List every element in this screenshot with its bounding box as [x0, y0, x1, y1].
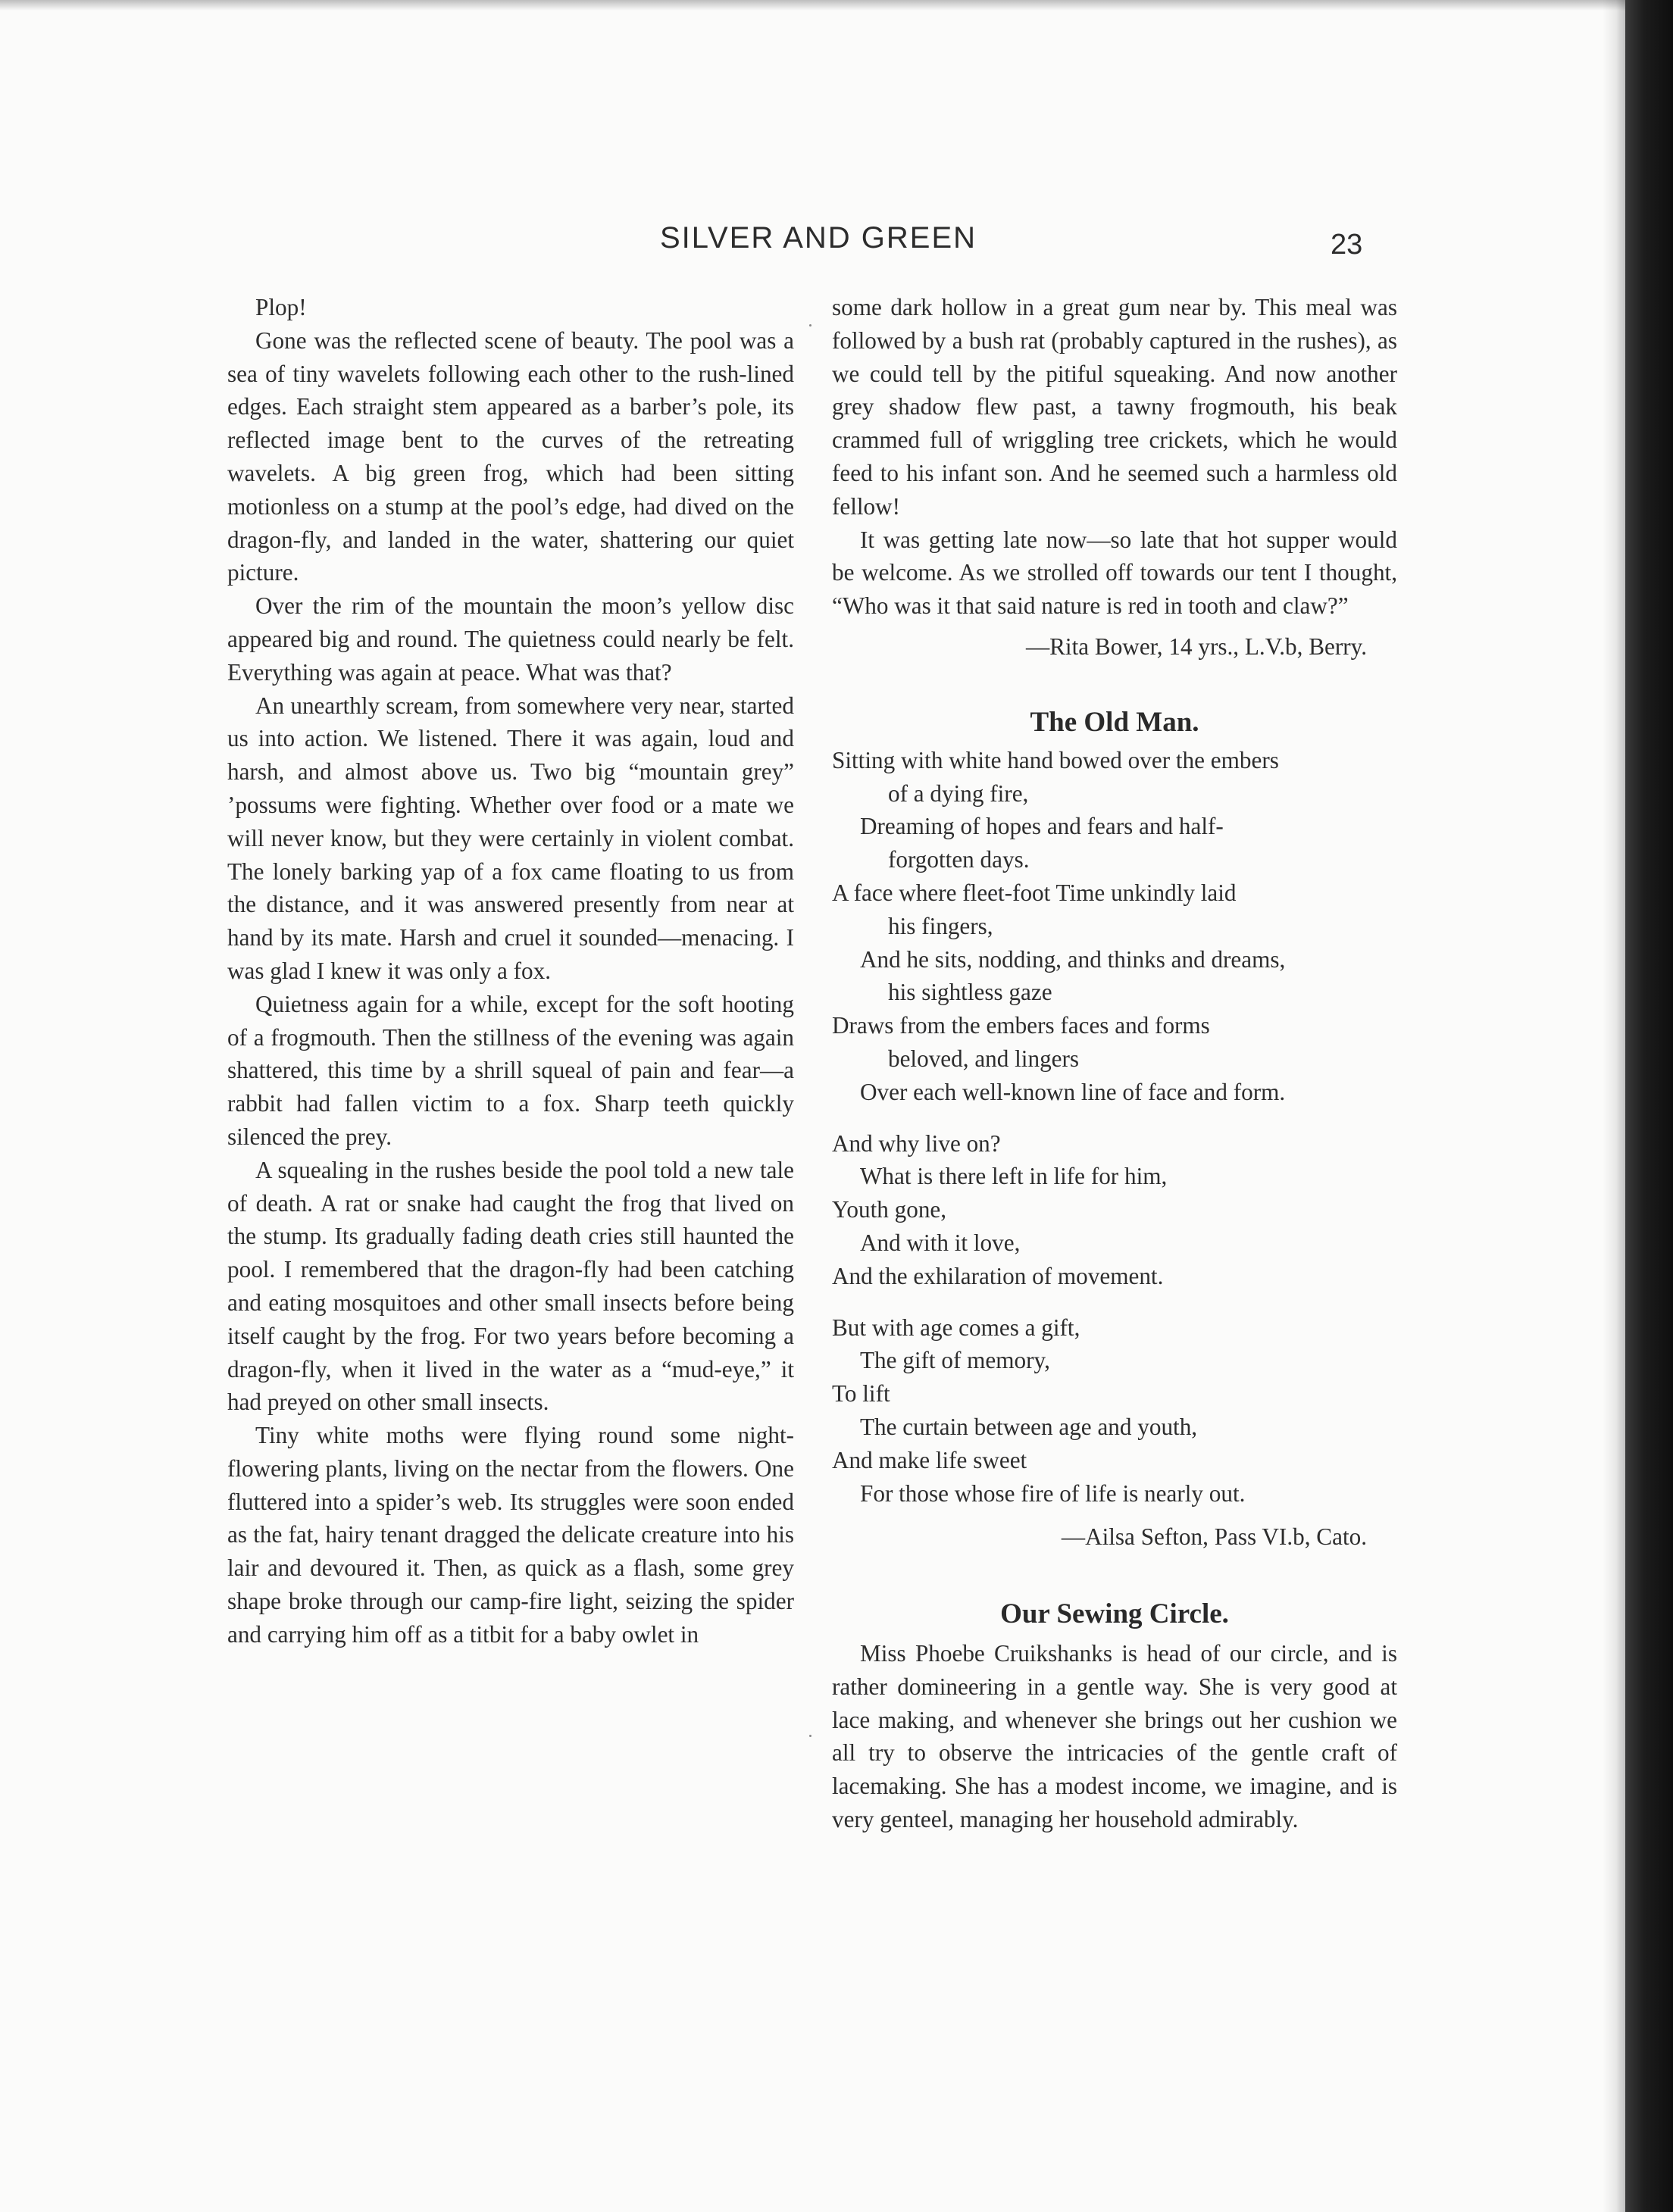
story-paragraph: Tiny white moths were flying round some night-flowering plants, living on the nectar from the flowers. One fluttered into a spider’s web. Its struggles were soon ended as the fat, hairy tenant dragged the delicate creature into his lair and devoured it. Then, as quick as a flash, some grey shape broke through our camp-fire light, seizing the spider and carrying him off as a titbit for a baby owlet in: [227, 1422, 794, 1648]
poem-line: of a dying fire,: [888, 780, 1029, 807]
poem-line: Sitting with white hand bowed over the embers: [832, 746, 1279, 773]
poem-line: And with it love,: [860, 1229, 1021, 1256]
poem-line: Draws from the embers faces and forms: [832, 1012, 1210, 1039]
scan-speck: [809, 324, 811, 326]
poem-line: Over each well-known line of face and form.: [860, 1078, 1286, 1105]
binding-shadow: [1603, 0, 1625, 2212]
right-column: [832, 291, 1397, 1836]
story-paragraph: Over the rim of the mountain the moon’s yellow disc appeared big and round. The quietness could nearly be felt. Everything was again at peace. What was that?: [227, 592, 794, 686]
left-column: [227, 291, 794, 1651]
poem-stanza-1: [832, 744, 1397, 1109]
poem-signature: —Ailsa Sefton, Pass VI.b, Cato.: [1061, 1523, 1367, 1551]
story-paragraph: It was getting late now—so late that hot supper would be welcome. As we strolled off towards our tent I thought, “Who was it that said nature is red in tooth and claw?”: [832, 526, 1397, 620]
poem-line: A face where fleet-foot Time unkindly laid: [832, 879, 1237, 906]
story-paragraph: Quietness again for a while, except for the soft hooting of a frogmouth. Then the stillness of the evening was again shattered, this time by a shrill squeal of pain and fear—a rabbit had fallen victim to a fox. Sharp teeth quickly silenced the prey.: [227, 990, 794, 1150]
running-title: SILVER AND GREEN: [659, 221, 977, 255]
poem-line: What is there left in life for him,: [860, 1163, 1168, 1190]
poem-line: his sightless gaze: [888, 979, 1052, 1006]
stanza-gap: [832, 1293, 1397, 1311]
poem-title: The Old Man.: [1030, 706, 1199, 738]
poem-stanza-2: [832, 1127, 1397, 1293]
sewing-title: Our Sewing Circle.: [1000, 1598, 1229, 1630]
page-number: 23: [1331, 229, 1363, 261]
poem-line: And why live on?: [832, 1129, 1001, 1157]
book-binding: [1625, 0, 1673, 2212]
poem-line: The curtain between age and youth,: [860, 1413, 1198, 1440]
poem-line: beloved, and lingers: [888, 1045, 1080, 1072]
story-paragraph: Plop!: [255, 294, 307, 320]
stanza-gap: [832, 1109, 1397, 1127]
poem-line: his fingers,: [888, 912, 993, 939]
story-signature: —Rita Bower, 14 yrs., L.V.b, Berry.: [1025, 633, 1367, 660]
poem-line: Youth gone,: [832, 1196, 947, 1223]
scan-speck: [809, 1735, 811, 1737]
story-paragraph: A squealing in the rushes beside the pool told a new tale of death. A rat or snake had caught the frog that lived on the stump. Its gradually fading death cries still haunted the pool. I remembered that the dragon-fly had been catching and eating mosquitoes and other small insects before being itself caught by the frog. For two years before becoming a dragon-fly, when it lived in the water as a “mud-eye,” it had preyed on other small insects.: [227, 1156, 794, 1416]
poem-line: And make life sweet: [832, 1446, 1027, 1473]
poem-line: Dreaming of hopes and fears and half-: [860, 813, 1224, 840]
story-paragraph: some dark hollow in a great gum near by. This meal was followed by a bush rat (probably captured in the rushes), as we could tell by the pitiful squeaking. And now another grey shadow flew past, a tawny frogmouth, his beak crammed full of wriggling tree crickets, which he would feed to his infant son. And he seemed such a harmless old fellow!: [832, 294, 1397, 520]
sewing-paragraph: Miss Phoebe Cruikshanks is head of our circle, and is rather domineering in a gentle way. She is very good at lace making, and whenever she brings out her cushion we all try to observe the intricacies of the gentle craft of lacemaking. She has a modest income, we imagine, and is very genteel, managing her household admirably.: [832, 1640, 1397, 1833]
poem-line: And he sits, nodding, and thinks and dreams,: [860, 945, 1286, 973]
poem-stanza-3: [832, 1311, 1397, 1511]
poem-line: And the exhilaration of movement.: [832, 1262, 1164, 1289]
poem-line: To lift: [832, 1380, 890, 1407]
poem-line: For those whose fire of life is nearly out.: [860, 1479, 1246, 1507]
story-paragraph: Gone was the reflected scene of beauty. The pool was a sea of tiny wavelets following each other to the rush-lined edges. Each straight stem appeared as a barber’s pole, its reflected image bent to the curves of the retreating wavelets. A big green frog, which had been sitting motionless on a stump at the pool’s edge, had dived on the dragon-fly, and landed in the water, shattering our quiet picture.: [227, 326, 794, 586]
story-paragraph: An unearthly scream, from somewhere very near, started us into action. We listened. There it was again, loud and harsh, and almost above us. Two big “mountain grey” ’possums were fighting. Whether over food or a mate we will never know, but they were certainly in violent combat. The lonely barking yap of a fox came floating to us from the distance, and it was answered presently from near at hand by its mate. Harsh and cruel it sounded—menacing. I was glad I knew it was only a fox.: [227, 692, 794, 984]
page-top-edge: [0, 0, 1625, 11]
poem-line: The gift of memory,: [860, 1347, 1050, 1374]
poem-line: But with age comes a gift,: [832, 1314, 1080, 1341]
poem-line: forgotten days.: [888, 846, 1030, 873]
